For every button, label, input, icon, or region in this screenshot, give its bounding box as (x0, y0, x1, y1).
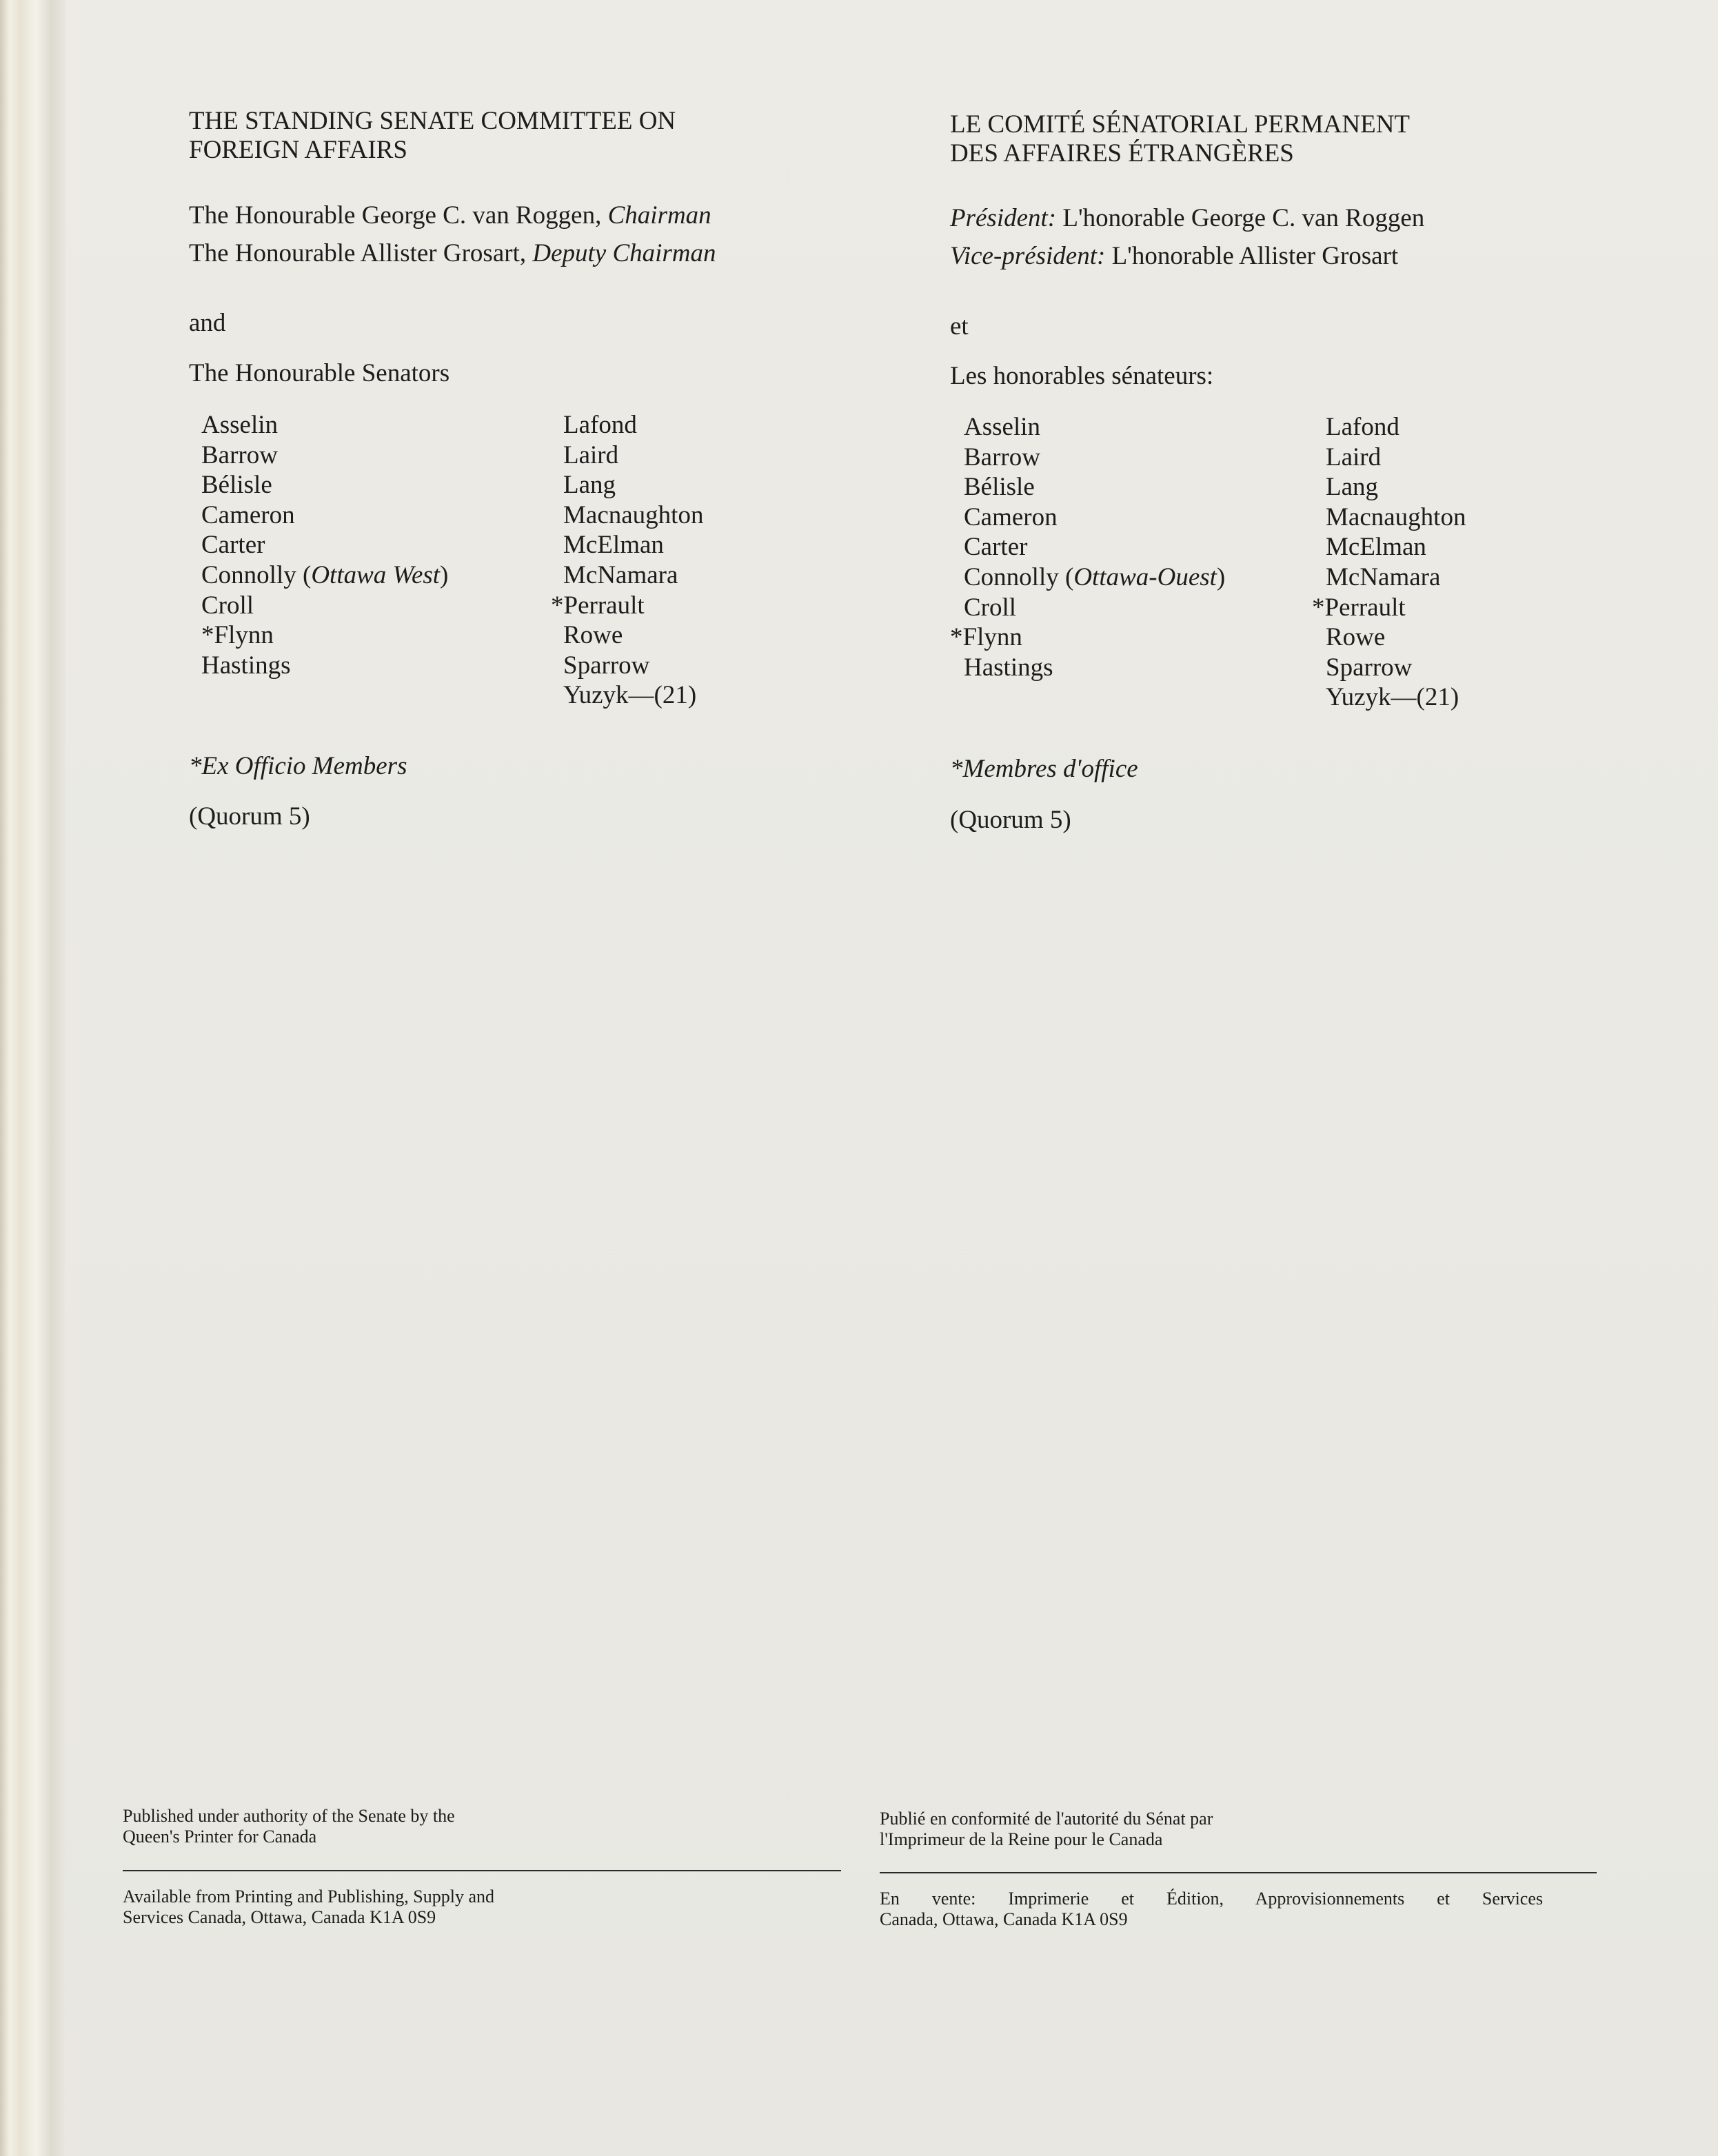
ex-officio-note-fr: *Membres d'office (950, 755, 1138, 783)
list-item: McElman (1326, 533, 1426, 562)
list-item: Cameron (964, 502, 1058, 531)
list-item: Lang (563, 471, 616, 500)
list-item: Asselin (964, 413, 1040, 441)
list-item: Hastings (201, 651, 291, 680)
list-item: Carter (964, 533, 1028, 562)
list-item: Laird (1326, 443, 1382, 471)
availability-fr: En vente: Imprimerie et Édition, Approvisionnements et Services Canada, Ottawa, Canada K1A 0S9 (880, 1889, 1543, 1929)
published-by-en: Published under authority of the Senate by the Queen's Printer for Canada (123, 1806, 455, 1847)
list-item: Yuzyk—(21) (1326, 683, 1459, 712)
quorum-fr: (Quorum 5) (950, 806, 1071, 834)
availability-en: Available from Printing and Publishing, Supply and Services Canada, Ottawa, Canada K1A 0S9 (123, 1886, 494, 1927)
senators-col2-en (551, 410, 825, 711)
list-item: Rowe (1326, 623, 1386, 652)
list-item: Carter (201, 531, 265, 560)
committee-title-fr: LE COMITÉ SÉNATORIAL PERMANENT DES AFFAIRES ÉTRANGÈRES (950, 110, 1411, 167)
conjunction-en: and (189, 309, 226, 337)
senators-col1-fr (950, 412, 1322, 682)
conjunction-fr: et (950, 312, 969, 340)
list-item: Lafond (1326, 413, 1399, 441)
list-item: Laird (563, 440, 619, 469)
list-item: Croll (964, 593, 1017, 622)
list-item: Sparrow (1326, 653, 1413, 682)
published-by-fr: Publié en conformité de l'autorité du Sénat par l'Imprimeur de la Reine pour le Canada (880, 1809, 1213, 1849)
officers-fr (950, 199, 1424, 275)
list-item: Croll (201, 591, 254, 620)
vice-president-line: Vice-président: L'honorable Allister Grosart (950, 242, 1399, 270)
list-item: McNamara (563, 560, 678, 589)
footer-divider-fr (880, 1872, 1597, 1873)
list-item: Macnaughton (563, 500, 704, 529)
list-item: Yuzyk—(21) (563, 681, 697, 710)
senators-col2-fr (1312, 412, 1588, 713)
list-item: Barrow (201, 440, 278, 469)
officers-en (189, 196, 716, 272)
list-item: Connolly (Ottawa-Ouest) (964, 562, 1226, 591)
senators-col1-en (201, 410, 560, 680)
president-line: Président: L'honorable George C. van Roggen (950, 204, 1425, 232)
list-item: Lang (1326, 473, 1379, 502)
list-item: Bélisle (201, 471, 272, 500)
senators-intro-fr: Les honorables sénateurs: (950, 362, 1214, 390)
list-item: Hastings (964, 653, 1053, 682)
committee-title-en: THE STANDING SENATE COMMITTEE ON FOREIGN AFFAIRS (189, 107, 676, 164)
list-item: *Flynn (201, 621, 274, 650)
list-item: *Flynn (950, 623, 1022, 652)
list-item: *Perrault (551, 591, 645, 620)
senators-intro-en: The Honourable Senators (189, 359, 450, 387)
list-item: Macnaughton (1326, 502, 1466, 531)
document-page (66, 0, 1718, 2156)
list-item: Asselin (201, 411, 278, 439)
binding-edge (0, 0, 66, 2156)
list-item: McNamara (1326, 562, 1441, 591)
ex-officio-note-en: *Ex Officio Members (189, 752, 407, 780)
list-item: Bélisle (964, 473, 1035, 502)
list-item: Sparrow (563, 651, 650, 680)
list-item: Cameron (201, 500, 295, 529)
list-item: Rowe (563, 621, 623, 650)
footer-divider-en (123, 1870, 841, 1871)
list-item: *Perrault (1312, 593, 1406, 622)
deputy-chairman-line: The Honourable Allister Grosart, Deputy Chairman (189, 239, 716, 267)
list-item: McElman (563, 531, 664, 560)
list-item: Lafond (563, 411, 637, 439)
quorum-en: (Quorum 5) (189, 802, 310, 831)
list-item: Barrow (964, 443, 1040, 471)
chairman-line: The Honourable George C. van Roggen, Chairman (189, 201, 711, 230)
list-item: Connolly (Ottawa West) (201, 560, 449, 589)
